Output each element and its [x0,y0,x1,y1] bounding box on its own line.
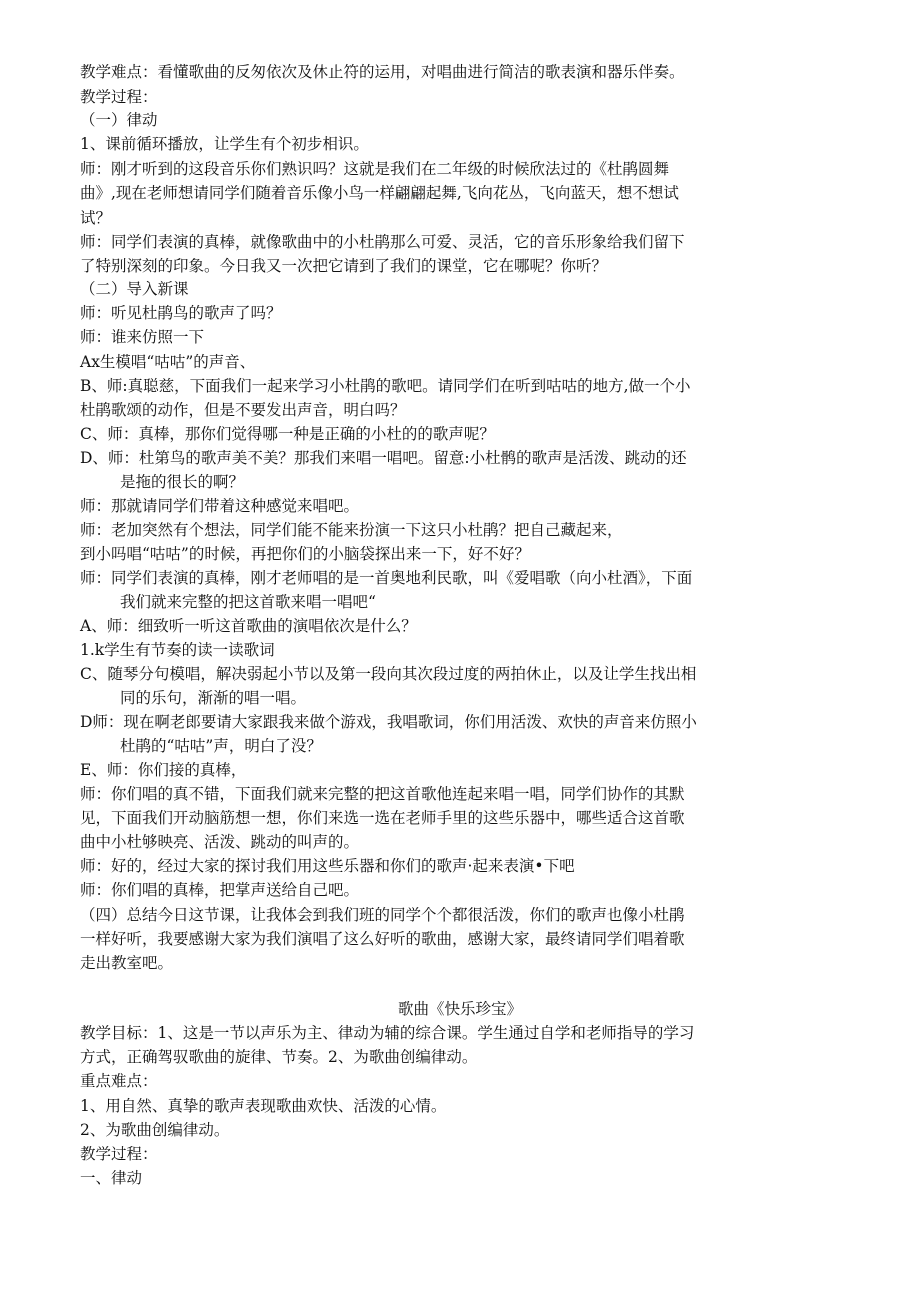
text-line: 杜鹃的“咕咕”声，明白了没？ [120,737,322,755]
text-line: B、师:真聪慈，下面我们一起来学习小杜鹃的歌吧。请同学们在听到咕咕的地方,做一个小 [80,377,691,395]
section-heading: （二）导入新课 [80,280,189,298]
text-line: 师：你们唱的真棒，把掌声送给自己吧。 [80,881,360,899]
text-line: 到小吗唱“咕咕”的时候，再把你们的小脑袋探出来一下，好不好？ [80,545,530,563]
text-line: 教学目标：1、这是一节以声乐为主、律动为辅的综合课。学生通过自学和老师指导的学习 [80,1024,695,1042]
text-line: 我们就来完整的把这首歌来唱一唱吧“ [120,593,376,611]
text-line: 师：你们唱的真不错，下面我们就来完整的把这首歌他连起来唱一唱，同学们协作的其默 [80,785,685,803]
text-line: 师：谁来仿照一下 [80,328,205,346]
text-line: 重点难点： [80,1072,158,1090]
text-line: 一样好听，我要感谢大家为我们演唱了这么好听的歌曲，感谢大家，最终请同学们唱着歌 [80,930,685,948]
text-line: 师：同学们表演的真棒，刚才老师唱的是一首奥地利民歌，叫《爱唱歌（向小杜酒》，下面 [80,569,693,587]
text-line: 1、课前循环播放，让学生有个初步相识。 [80,135,369,153]
lesson-title: 歌曲《快乐珍宝》 [397,1000,522,1018]
section-heading: （一）律动 [80,111,158,129]
text-line: 走出教室吧。 [80,954,174,972]
text-line: 师：老加突然有个想法，同学们能不能来扮演一下这只小杜鹃？把自己藏起来， [80,521,623,539]
text-line: 同的乐句，渐渐的唱一唱。 [120,689,307,707]
text-line: 曲》,现在老师想请同学们随着音乐像小鸟一样翩翩起舞,飞向花丛，飞向蓝天，想不想试 [80,184,679,202]
text-line: E、师：你们接的真棒， [80,761,247,779]
text-line: A、师：细致听一听这首歌曲的演唱依次是什么？ [80,617,417,635]
text-line: 方式，正确驾驭歌曲的旋律、节奏。2、为歌曲创编律动。 [80,1048,478,1066]
text-line: C、随琴分句模唱，解决弱起小节以及第一段向其次段过度的两拍休止，以及让学生找出相 [80,665,697,683]
section-heading: 一、律动 [80,1169,143,1187]
text-line: 教学难点：看懂歌曲的反匆依次及休止符的运用，对唱曲进行简洁的歌表演和器乐伴奏。 [80,63,685,81]
text-line: 教学过程： [80,1145,158,1163]
text-line: （四）总结今日这节课，让我体会到我们班的同学个个都很活泼，你们的歌声也像小杜鹃 [80,906,685,924]
text-line: 师：好的，经过大家的探讨我们用这些乐器和你们的歌声·起来表演•下吧 [80,857,575,875]
text-line: D、师：杜第鸟的歌声美不美？那我们来唱一唱吧。留意:小杜鹘的歌声是活泼、跳动的还 [80,449,687,467]
text-line: 杜鹃歌颂的动作，但是不要发出声音，明白吗？ [80,401,406,419]
text-line: 是拖的很长的啊？ [120,473,245,491]
text-line: 师：听见杜鹃鸟的歌声了吗？ [80,304,282,322]
text-line: 试？ [80,209,112,227]
text-line: 2、为歌曲创编律动。 [80,1121,230,1139]
text-line: 教学过程： [80,88,158,106]
text-line: 师：那就请同学们带着这种感觉来唱吧。 [80,497,360,515]
text-line: D师：现在啊老郎要请大家跟我来做个游戏，我唱歌词，你们用活泼、欢快的声音来仿照小 [80,713,697,731]
text-line: C、师：真棒，那你们觉得哪一种是正确的小杜的的歌声呢？ [80,425,495,443]
text-line: Ax生模唱“咕咕”的声音、 [80,353,256,371]
text-line: 师：刚才听到的这段音乐你们熟识吗？这就是我们在二年级的时候欣法过的《杜鹃圆舞 [80,160,670,178]
text-line: 曲中小杜够映亮、活泼、跳动的叫声的。 [80,833,360,851]
text-line: 了特别深刻的印象。今日我又一次把它请到了我们的课堂，它在哪呢？你听？ [80,257,608,275]
text-line: 1、用自然、真挚的歌声表现歌曲欢快、活泼的心情。 [80,1097,447,1115]
text-line: 1.k学生有节奏的读一读歌词 [80,641,275,659]
text-line: 师：同学们表演的真棒，就像歌曲中的小杜鹃那么可爱、灵活，它的音乐形象给我们留下 [80,233,685,251]
text-line: 见，下面我们开动脑筋想一想，你们来选一选在老师手里的这些乐器中，哪些适合这首歌 [80,809,685,827]
